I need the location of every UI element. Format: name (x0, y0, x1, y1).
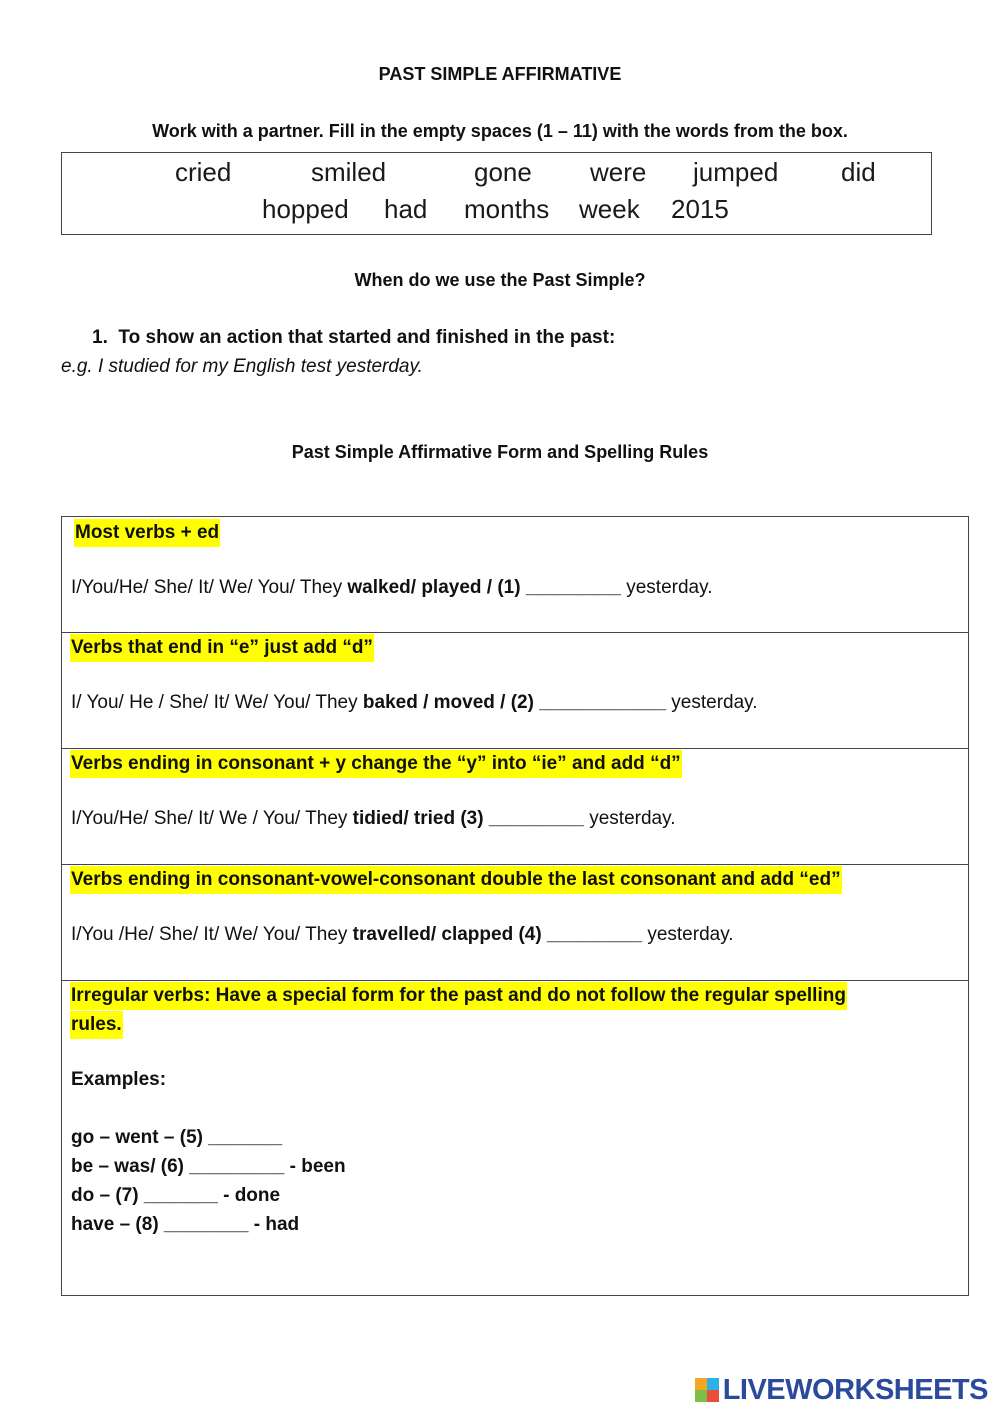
form-title: Past Simple Affirmative Form and Spelling Rules (291, 442, 709, 462)
irregular-heading-line-2: rules. (70, 1011, 123, 1039)
rule-heading: Verbs that end in “e” just add “d” (70, 634, 374, 662)
rule-end: yesterday. (620, 577, 713, 598)
rule-section-3 (62, 749, 968, 865)
rule-subject: I/You/He/ She/ It/ We / You/ They (71, 808, 353, 829)
liveworksheets-logo-icon (695, 1378, 719, 1402)
irregular-example-7[interactable]: do – (7) _______ - done (71, 1185, 281, 1206)
rule-blank-3[interactable]: tidied/ tried (3) _________ (352, 808, 584, 829)
word-had: had (384, 194, 428, 224)
rule-section-2 (62, 633, 968, 749)
word-box (61, 152, 932, 235)
rule-section-4 (62, 865, 968, 981)
rule-section-irregular (62, 981, 968, 1295)
word-gone: gone (474, 157, 532, 187)
irregular-example-8[interactable]: have – (8) ________ - had (71, 1214, 300, 1235)
word-did: did (841, 157, 876, 187)
irregular-example-5[interactable]: go – went – (5) _______ (71, 1127, 283, 1148)
word-hopped: hopped (262, 194, 349, 224)
rule-end: yesterday. (642, 924, 734, 945)
rule-section-1 (62, 517, 968, 633)
word-smiled: smiled (311, 157, 387, 187)
rule-subject: I/You /He/ She/ It/ We/ You/ They (71, 924, 353, 945)
word-were: were (590, 157, 647, 187)
rule-blank-4[interactable]: travelled/ clapped (4) _________ (352, 924, 643, 945)
word-cried: cried (175, 157, 232, 187)
examples-label: Examples: (71, 1069, 167, 1090)
rule-end: yesterday. (666, 692, 758, 713)
rule-blank-1[interactable]: walked/ played / (1) _________ (347, 577, 621, 598)
usage-text: To show an action that started and finished in the past: (118, 327, 616, 348)
word-months: months (464, 194, 550, 224)
rules-table (61, 516, 969, 1296)
usage-number: 1. (92, 327, 108, 348)
usage-example: e.g. I studied for my English test yesterday. (61, 356, 423, 377)
rule-heading: Verbs ending in consonant-vowel-consonant double the last consonant and add “ed” (70, 866, 842, 894)
rule-sentence (71, 577, 712, 599)
rule-sentence (71, 692, 758, 714)
rule-heading: Most verbs + ed (74, 519, 220, 547)
rule-blank-2[interactable]: baked / moved / (2) ____________ (362, 692, 667, 713)
irregular-example-6[interactable]: be – was/ (6) _________ - been (71, 1156, 346, 1177)
irregular-heading-line-1: Irregular verbs: Have a special form for the past and do not follow the regular spelling (70, 982, 847, 1010)
rule-sentence (71, 924, 734, 946)
rule-heading: Verbs ending in consonant + y change the “y” into “ie” and add “d” (70, 750, 682, 778)
rule-end: yesterday. (583, 808, 676, 829)
liveworksheets-logo (695, 1374, 988, 1406)
page-title: PAST SIMPLE AFFIRMATIVE (378, 64, 622, 84)
word-2015: 2015 (671, 194, 729, 224)
usage-question: When do we use the Past Simple? (354, 270, 646, 290)
word-jumped: jumped (693, 157, 779, 187)
instruction: Work with a partner. Fill in the empty spaces (1 – 11) with the words from the box. (152, 121, 848, 141)
rule-subject: I/You/He/ She/ It/ We/ You/ They (71, 577, 348, 598)
liveworksheets-logo-text: LIVEWORKSHEETS (722, 1373, 988, 1406)
word-week: week (579, 194, 640, 224)
rule-sentence (71, 808, 675, 830)
usage-rule-1 (92, 327, 615, 349)
rule-subject: I/ You/ He / She/ It/ We/ You/ They (71, 692, 363, 713)
